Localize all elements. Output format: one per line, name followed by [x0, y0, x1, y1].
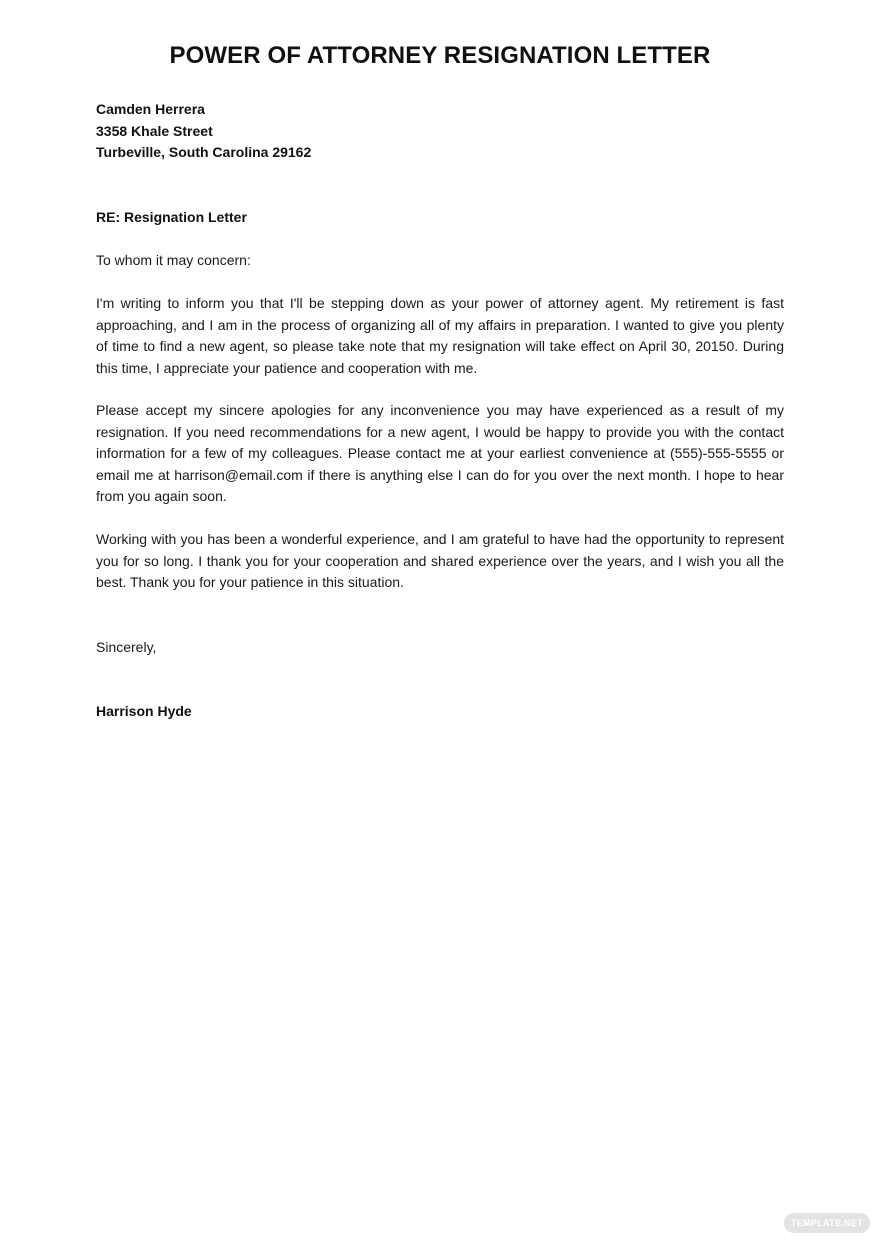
watermark-badge: TEMPLATE.NET [784, 1213, 870, 1233]
body-paragraph-3: Working with you has been a wonderful experience, and I am grateful to have had the opportunity to represent you for so long. I thank you for your cooperation and shared experience over the years, and I wish you all the best. Thank you for your patience in this situation. [96, 531, 784, 590]
closing: Sincerely, [96, 639, 157, 655]
salutation: To whom it may concern: [96, 252, 251, 268]
signature-name: Harrison Hyde [96, 703, 192, 719]
body-paragraph-2: Please accept my sincere apologies for any inconvenience you may have experienced as a result of my resignation. If you need recommendations for a new agent, I would be happy to provide you with the contact information for a few of my colleagues. Please contact me at your earliest convenience at (555)-555-5555 or email me at harrison@email.com if there is anything else I can do for you over the next month. I hope to hear from you again soon. [96, 402, 784, 504]
sender-name: Camden Herrera [96, 101, 205, 117]
sender-street: 3358 Khale Street [96, 122, 213, 139]
page-title: POWER OF ATTORNEY RESIGNATION LETTER [169, 42, 711, 69]
sender-city-state-zip: Turbeville, South Carolina 29162 [96, 144, 312, 160]
body-paragraph-1: I'm writing to inform you that I'll be stepping down as your power of attorney agent. My retirement is fast approaching, and I am in the process of organizing all of my affairs in preparation. I wanted to give you plenty of time to find a new agent, so please take note that my resignation will take effect on April 30, 20150. During this time, I appreciate your patience and cooperation with me. [96, 295, 784, 376]
subject-line: RE: Resignation Letter [96, 209, 247, 225]
sender-address-block [96, 99, 311, 164]
